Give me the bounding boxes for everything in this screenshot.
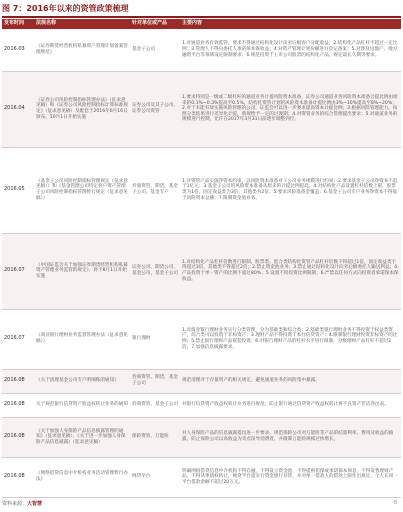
row-target: 保险资管、万能险 xyxy=(130,417,180,457)
row-target: 证券公司、期货公司、基金公司、基金子公司 xyxy=(130,233,180,309)
row-law: 《基金子公司风险控制指标管理规定（征求意见稿）》和《基金管理公司特定客户资产管理子公司风险控制指标管理暂行规定（征求意见稿）》 xyxy=(34,147,130,233)
row-content: 1.对商业银行理财业务实行分类管理，分为基础类和综合类；2.基础类银行理财业务不得投资于权益类资产，综合类可以投资于非标资产；3.理财产品不得投资于本行信贷资产；4.限制银行理财投资非标资产的比例；5.禁止银行理财产品嵌套投资；6.对银行理财产品的杠杆水平进行限制，分级理财产品杠杆不超过2倍；7.加强信息披露要求。 xyxy=(180,309,401,369)
row-date: 2016.07 xyxy=(2,233,34,309)
source-label: 资料来源： xyxy=(2,501,28,507)
page-mark: ·8 xyxy=(392,500,397,506)
table-row xyxy=(2,147,401,233)
header-date: 发布时间 xyxy=(2,19,34,29)
row-date: 2016.08 xyxy=(2,417,34,457)
header-law: 法规名称 xyxy=(34,19,130,29)
row-content: 明确网络借贷信息中介机构不得自融，不得设立资金池，不得提供担保或承诺保本保息，不得发售理财产品，不得从事债权转让，网贷平台需实行资金银行存管，并对单一借款人的借款上限作出规定，个人在同一平台借款余额不超过20万元。 xyxy=(180,457,401,497)
row-date: 2016.08 xyxy=(2,457,34,497)
row-content: 对银行信贷资产收益权转让业务进行规范，防止银行通过信贷资产收益权转让将不良资产非洁净出表。 xyxy=(180,393,401,417)
row-target: 券商资管、期货、基金子公司 xyxy=(130,369,180,393)
row-law: 《关于清理基金公司专户明细账的通知》 xyxy=(34,369,130,393)
row-law: 《证券期货经营机构私募资产管理计划备案管理规范》 xyxy=(34,29,130,71)
table-row xyxy=(2,309,401,369)
row-law: 《证券公司风险控制指标管理办法》（征求意见稿）和《证券公司风险控制指标计算标准规定》（征求意见稿）及配套于2016年6月16日颁布，10月1日开始实施 xyxy=(34,71,130,147)
table-row xyxy=(2,71,401,147)
row-content: 对人身保险产品的信息披露提出进一步要求，规范保险公司对万能险等产品的结算利率、费用及收益的披露，防止保险公司以高收益为卖点误导消费者，并限制万能险规模过快增长。 xyxy=(180,417,401,457)
table-row xyxy=(2,417,401,457)
row-date: 2016.08 xyxy=(2,369,34,393)
source-brand: 大智慧 xyxy=(27,501,43,507)
row-content: 1.对资管产品实施净资本约束，以风险资本准备对子公司业务规模进行约束；2.要求基金子公司净资本不低于1亿元；3.基金子公司的风险资本准备从原来的计提比例提高；4.对结构化产品设置杠杆倍数上限，股票类为1倍，固定收益类为3倍，其他类为2倍；5.要求风险准备金覆盖；6.基金子公司专户业务净资本不得低于风险资本总额；7.限制资金池业务。 xyxy=(180,147,401,233)
row-target: 券商资管、基金子公司 xyxy=(130,393,180,417)
row-target: 基金子公司 xyxy=(130,29,180,71)
row-date: 2016.03 xyxy=(2,29,34,71)
header-content: 主要内容 xyxy=(180,19,401,29)
row-target: 券商资管、期货、基金子公司、基金专户 xyxy=(130,147,180,233)
row-content: 1.对结构化产品杠杆倍数进行限制，股票类、混合类结构化资管产品杠杆倍数不得超过1倍，固定收益类不得超过3倍，其他类不得超过2倍；2.禁止资金池业务；3.禁止通过结构化设计向劣后级委托人输送利益；4.产品投资于单一资产的比例不超过80%；5.设置不同投资比例限制；6.严禁以任何方式向投资者承诺保本保收益。 xyxy=(180,233,401,309)
header-target: 针对单位或产品 xyxy=(130,19,180,29)
row-date: 2016.05 xyxy=(2,147,34,233)
row-law: 《商业银行理财业务监督管理办法（征求意见稿）》 xyxy=(34,309,130,369)
row-target: 网贷平台 xyxy=(130,457,180,497)
policy-table xyxy=(2,19,401,498)
source-note xyxy=(2,500,42,507)
table-row xyxy=(2,369,401,393)
row-content: 规范清理对于存量资产的相关规定，避免通道业务的风险集中暴露。 xyxy=(180,369,401,393)
table-row xyxy=(2,29,401,71)
row-law: 关于规范银行信贷资产收益权转让业务的通知 xyxy=(34,393,130,417)
row-law: 《中国证监会关于加强证券期货经营机构私募资产管理业务监管的规定》，将于8月1日开始实施 xyxy=(34,233,130,309)
table-row xyxy=(2,233,401,309)
row-content: 1.对通道业务有效监管，要求不得通过结构化设计向劣后级客户分配收益；2.结构化产品杠杆不超过一定比例；3.管理人不得向委托人承诺保本保收益；4.对资产管理计划份额进行登记备案；5.对涉及房地产、地方融资平台等领域设定限制要求；6.规范投资于上市公司股票的结构化产品，规定最长久期等要求。 xyxy=(180,29,401,71)
row-content: 1.要求特别是一级或二级杠杆的通道业务计提风险资本准备，证券公司通道业务风险资本准备计提比例由原来的0.1%~0.3%提高至0.5%，结构化资管计划的风险资本准备计提比例由3%~10%提高至8%~20%；2.对于未能有效实施风险管理的公司，证监会可以进一步要求提高资本计提比例；3.根据风险管理能力，按照分类结果进行差异化计提，新规给予一定的过渡期；4.对资管业务的综合管理提出要求；5.对通道业务的规模进行控制，允许在2017年3月31日前逐步调整到位。 xyxy=(180,71,401,147)
row-law: 《关于加强人身保险产品信息披露管理的通知》（征求意见稿）、《关于进一步加强人身保险产品信息披露》（征求意见稿） xyxy=(34,417,130,457)
row-law: 《网络借贷信息中介机构业务活动管理暂行办法》 xyxy=(34,457,130,497)
row-date: 2016.08 xyxy=(2,393,34,417)
row-date: 2016.07 xyxy=(2,309,34,369)
row-target: 银行理财 xyxy=(130,309,180,369)
table-row xyxy=(2,393,401,417)
row-target: 证券公司及其子公司、证券公司资管 xyxy=(130,71,180,147)
row-date: 2016.04 xyxy=(2,71,34,147)
table-header-row xyxy=(2,19,401,29)
figure-title: 图 7：2016年以来的资管政策梳理 xyxy=(2,2,401,18)
table-row xyxy=(2,457,401,497)
